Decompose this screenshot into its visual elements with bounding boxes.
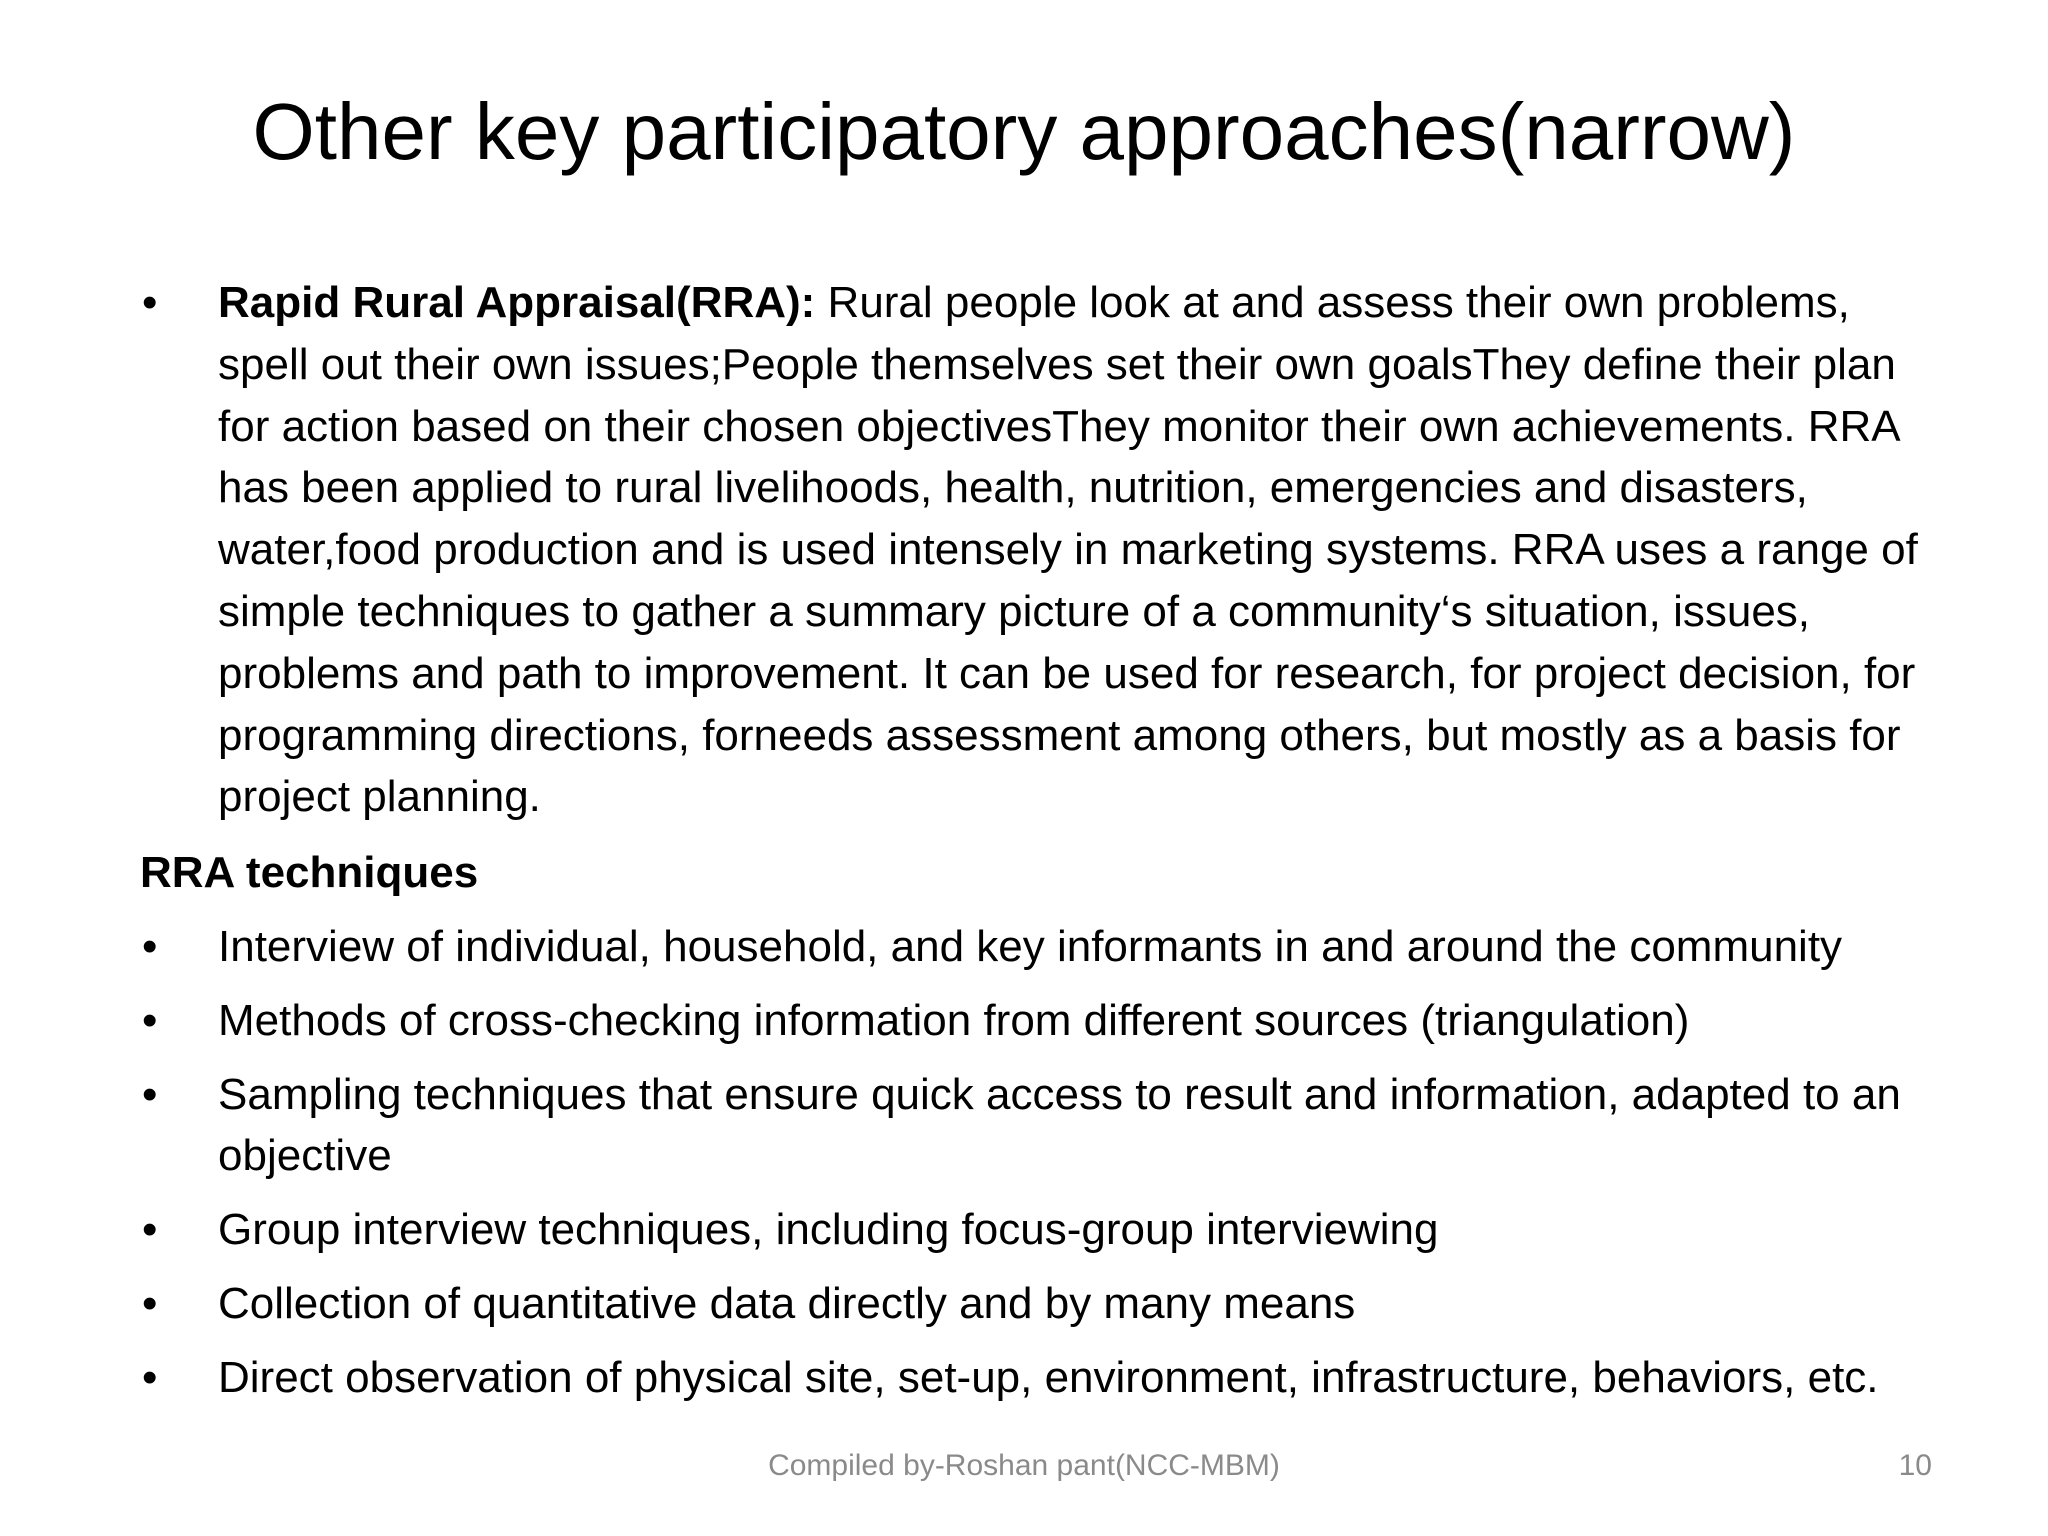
technique-text: Methods of cross-checking information from different sources (triangulation)	[218, 995, 1690, 1045]
technique-text: Collection of quantitative data directly and by many means	[218, 1278, 1356, 1328]
technique-text: Sampling techniques that ensure quick access to result and information, adapted to an objective	[218, 1069, 1901, 1181]
bullet-icon: •	[142, 278, 158, 327]
bullet-item-technique	[140, 1199, 1940, 1261]
slide-body	[140, 272, 1940, 1421]
bullet-item-rra	[140, 272, 1940, 828]
bullet-icon: •	[142, 1278, 158, 1328]
bullet-icon: •	[142, 1352, 158, 1402]
bullet-item-technique	[140, 1273, 1940, 1335]
section-heading: RRA techniques	[140, 848, 479, 898]
slide-title: Other key participatory approaches(narrow)	[252, 87, 1796, 176]
footer-credit: Compiled by-Roshan pant(NCC-MBM)	[768, 1449, 1280, 1482]
bullet-icon: •	[142, 1069, 158, 1119]
technique-text: Interview of individual, household, and key informants in and around the community	[218, 921, 1843, 971]
bullet-icon: •	[142, 1205, 158, 1255]
bullet-item-technique	[140, 1064, 1940, 1188]
rra-description: Rural people look at and assess their own problems, spell out their own issues;People themselves set their own goalsThey define their plan for action based on their chosen objectivesThey monitor their own achievements. RRA has been applied to rural livelihoods, health, nutrition, emergencies and disasters, water,food production and is used intensely in marketing systems. RRA uses a range of simple techniques to gather a summary picture of a community‘s situation, issues, problems and path to improvement. It can be used for research, for project decision, for programming directions, forneeds assessment among others, but mostly as a basis for project planning.	[218, 278, 1918, 822]
rra-term: Rapid Rural Appraisal(RRA):	[218, 278, 816, 327]
technique-text: Group interview techniques, including focus-group interviewing	[218, 1205, 1439, 1255]
bullet-item-technique	[140, 916, 1940, 978]
bullet-icon: •	[142, 995, 158, 1045]
technique-text: Direct observation of physical site, set-up, environment, infrastructure, behaviors, etc.	[218, 1352, 1879, 1402]
bullet-item-technique	[140, 990, 1940, 1052]
bullet-item-technique	[140, 1347, 1940, 1409]
page-number: 10	[1898, 1449, 1932, 1482]
bullet-icon: •	[142, 921, 158, 971]
